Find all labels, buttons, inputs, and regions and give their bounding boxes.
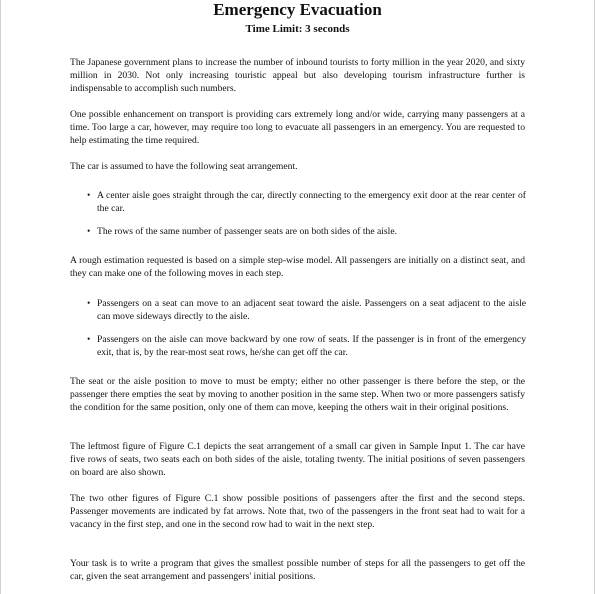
enhancement-paragraph: One possible enhancement on transport is providing cars extremely long and/or wide, carrying many passengers at a time. Too large a car, however, may require too long to evacuate all passengers in an emergency. You are requested to help estimating the time required. [70, 109, 525, 146]
bullet-item-aisle [87, 189, 526, 215]
bullet-dot: • [87, 190, 91, 201]
bullet-text: The rows of the same number of passenger seats are on both sides of the aisle. [97, 226, 397, 237]
bullet-item-rows [87, 225, 526, 238]
bullet-dot: • [87, 298, 91, 309]
time-limit: Time Limit: 3 seconds [245, 23, 350, 35]
bullet-item-aisle-move [87, 333, 526, 359]
seat-arrangement-intro: The car is assumed to have the following seat arrangement. [70, 161, 298, 172]
bullet-text: Passengers on a seat can move to an adjacent seat toward the aisle. Passengers on a seat adjacent to the aisle can move sideways directly to the aisle. [97, 298, 526, 322]
task-paragraph: Your task is to write a program that gives the smallest possible number of steps for all the passengers to get off the car, given the seat arrangement and passengers' initial positions. [70, 558, 525, 582]
bullet-dot: • [87, 226, 91, 237]
movement-paragraph: The two other figures of Figure C.1 show possible positions of passengers after the first and the second steps. Passenger movements are indicated by fat arrows. Note that, two of the passengers in the front seat had to wait for a vacancy in the first step, and one in the second row had to wait in the next step. [70, 493, 525, 530]
model-paragraph: A rough estimation requested is based on a simple step-wise model. All passengers are initially on a distinct seat, and they can make one of the following moves in each step. [70, 255, 525, 279]
bullet-text: A center aisle goes straight through the car, directly connecting to the emergency exit door at the rear center of the car. [97, 190, 526, 214]
bullet-item-seat-move [87, 297, 526, 323]
empty-position-paragraph: The seat or the aisle position to move to must be empty; either no other passenger is there before the step, or the passenger there empties the seat by moving to another position in the same step. When two or more passengers satisfy the condition for the same position, only one of them can move, keeping the others wait in their original positions. [70, 376, 525, 413]
intro-paragraph: The Japanese government plans to increase the number of inbound tourists to forty million in the year 2020, and sixty million in 2030. Not only increasing touristic appeal but also developing tourism infrastructure further is indispensable to accomplish such numbers. [70, 57, 525, 94]
bullet-dot: • [87, 334, 91, 345]
figure-description-paragraph: The leftmost figure of Figure C.1 depicts the seat arrangement of a small car given in Sample Input 1. The car have five rows of seats, two seats each on both sides of the aisle, totaling twenty. The initial positions of seven passengers on board are also shown. [70, 441, 525, 478]
bullet-text: Passengers on the aisle can move backward by one row of seats. If the passenger is in front of the emergency exit, that is, by the rear-most seat rows, he/she can get off the car. [97, 334, 526, 358]
problem-title: Emergency Evacuation [213, 0, 382, 19]
